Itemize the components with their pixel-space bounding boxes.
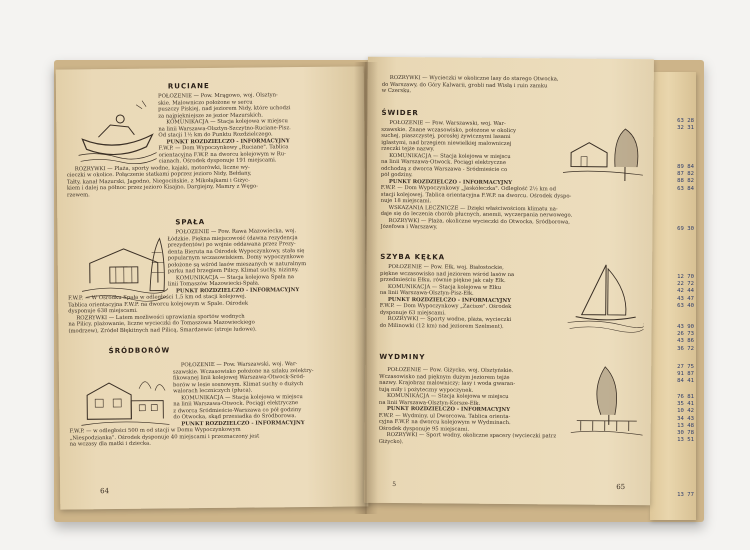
- text-line: ROZRYWKI — Plaża, sporty wodne, kajaki, motorówki, liczne wy-: [74, 164, 250, 172]
- section-heading: ŚWIDER: [381, 108, 419, 118]
- text-line: PUNKT ROZDZIELCZO - INFORMACYJNY: [175, 286, 300, 294]
- top-continuation: [382, 75, 644, 97]
- text-line: PUNKT ROZDZIELCZO - INFORMACYJNY: [387, 296, 512, 304]
- text-line: ROZRYWKI — Latem możliwości uprawiania sportów wodnych: [76, 313, 245, 321]
- text-line: KOMUNIKACJA — Stacja kolejowa Spała na: [175, 273, 295, 281]
- text-line: rzeczki tejże nazwy.: [381, 145, 435, 153]
- text-line: na linii Warszawa-Olsztyn-Szczytno-Ruciane-Pisz.: [158, 124, 291, 133]
- open-book: [58, 58, 698, 516]
- text-line: dysponuje 63 miejscami.: [379, 309, 446, 316]
- book-gutter: [354, 62, 378, 514]
- text-line: POŁOŻENIE — Pow. Mrągowo, woj. Olsztyn-: [157, 92, 278, 100]
- stack-numbers: 76 81 35 41 10 42 34 43 13 48 30 78 13 51: [677, 394, 694, 444]
- text-line: ROZRYWKI — Wycieczki w okoliczne lasy do starego Otwocka,: [389, 74, 559, 83]
- text-line: tują miły i pożyteczny wypoczynek.: [379, 386, 474, 394]
- text-line: pół godziny.: [380, 171, 413, 179]
- text-line: odchodzą z dworca Warszawa - Śródmieście co: [380, 165, 508, 173]
- text-line: Józefowa i Warszawy.: [380, 223, 438, 231]
- text-line: Ośrodek dysponuje 95 miejscami.: [378, 425, 470, 433]
- text-line: F.W.P. — w odległości 500 m od stacji w Domu Wypoczynkowym: [69, 426, 241, 435]
- text-line: KOMUNIKACJA — Stacja kolejowa w miejscu: [181, 393, 303, 401]
- text-line: rzewem.: [66, 191, 90, 199]
- text-line: na linii Warszawa-Otwock. Pociągi elektryczne: [173, 400, 299, 408]
- text-line: KOMUNIKACJA — Stacja kolejowa w miejscu: [386, 392, 509, 401]
- text-line: ROZRYWKI — Sporty wodne, plaża, wycieczki: [387, 315, 512, 324]
- footer-mark: 5: [392, 480, 397, 489]
- text-line: prezydentów) po wojnie oddawana przez Prezy-: [167, 241, 296, 249]
- text-line: z dworca Śródmieście-Warszawa co pół godziny: [173, 406, 302, 414]
- text-line: na wczasy dla matki i dziecka.: [69, 440, 151, 448]
- text-line: borów w lesie sosnowym. Klimat suchy o dużych: [172, 380, 304, 388]
- section-heading: SZYBA KĘŁKA: [380, 252, 446, 262]
- text-line: do Milinowki (12 km) nad jeziorem Szelment).: [379, 322, 504, 330]
- text-line: piękne wczasowisko nad jeziorem wśród lasów na: [380, 270, 515, 278]
- text-line: Giżycko).: [378, 438, 404, 445]
- section-heading: RUCIANE: [167, 82, 210, 91]
- text-line: dysponuje 638 miejscami.: [68, 307, 138, 315]
- text-line: skie. Malowniczo położone w sercu: [158, 99, 253, 107]
- text-line: KOMUNIKACJA — Stacja kolejowa w miejscu: [389, 152, 511, 160]
- text-line: (modrzew), Źródeł Błękitnych nad Pilicą, Smardzewic (stroje ludowe).: [68, 326, 257, 335]
- text-line: nuje 18 miejscami.: [380, 197, 432, 205]
- text-line: WSKAZANIA LECZNICZE — Dzięki właściwościom klimatu na-: [388, 204, 558, 212]
- text-line: suchej, piaszczystej, porosłej żywicznymi lasami: [381, 132, 511, 141]
- text-line: iglastymi, nad brzegiem niewielkiej malowniczej: [381, 139, 512, 147]
- page-number: 64: [100, 487, 110, 496]
- section-heading: WYDMINY: [379, 352, 426, 362]
- text-line: POŁOŻENIE — Pow. Rawa Mazowiecka, woj.: [175, 228, 297, 236]
- text-line: POŁOŻENIE — Pow. Warszawski, woj. War-: [180, 361, 298, 369]
- text-line: na linii Warszawa-Otwock. Pociągi elektryczne: [381, 158, 507, 166]
- text-line: za najpiękniejsze ze jezior Mazurskich.: [158, 111, 263, 120]
- text-line: stacji kolejowej. Tablica orientacyjna F.W.P. na dworcu. Ośrodek dyspo-: [380, 191, 572, 200]
- stack-numbers: 63 28 32 31: [677, 118, 694, 132]
- manor-house-sketch-icon: [79, 232, 168, 305]
- page-number: 65: [616, 482, 626, 492]
- text-line: F.W.P. — Dom Wypoczynkowy „Zacisze". Ośrodek: [379, 302, 512, 311]
- text-line: cieczki w okolice. Połączenie statkami poprzez jezioro Nidy, Bełdany,: [66, 170, 252, 179]
- text-line: POŁOŻENIE — Pow. Warszawski, woj. War-: [389, 119, 506, 127]
- text-line: do Warszawy, do Góry Kalwarii, grobli nad Wisłą i ruin zamku: [381, 81, 548, 89]
- text-line: cianach. Ośrodek dysponuje 191 miejscami.: [158, 157, 277, 165]
- stack-numbers: 13 77: [677, 492, 694, 498]
- text-line: kiem i dalej na północ przez jezioro Kisajno, Dargiejny, Mamry z Węgo-: [66, 183, 259, 192]
- pier-tree-sketch-icon: [571, 359, 644, 440]
- cottage-tree-sketch-icon: [563, 120, 644, 187]
- text-line: PUNKT ROZDZIELCZO - INFORMACYJNY: [388, 178, 513, 186]
- text-line: w Czersku.: [381, 87, 412, 95]
- text-line: szawskie. Znane wczasowisko, położone w okolicy: [381, 126, 517, 134]
- text-line: F.W.P. — Wydminy, ul Dworcowa. Tablica orienta-: [378, 412, 511, 420]
- text-line: F.W.P. — Dom Wypoczynkowy „Jaskółeczka". Odległość 2½ km od: [380, 184, 557, 193]
- text-line: PUNKT ROZDZIELCZO - INFORMACYJNY: [166, 137, 290, 145]
- stack-numbers: 27 75 91 87 84 41: [677, 364, 694, 385]
- stack-numbers: 69 30: [677, 226, 694, 232]
- right-page: [364, 57, 654, 505]
- text-line: Tałty, kanał Mazurski, Jagodno, Niegocińskie, z Mikołajkami i Giżyc-: [66, 177, 250, 186]
- text-line: linii Tomaszów Mazowiecki-Spała.: [167, 280, 260, 288]
- text-line: F.W.P. — Dom Wypoczynkowy „Ruciane". Tablica: [158, 144, 289, 152]
- stack-numbers: 12 70 22 72 42 44 43 47 63 40: [677, 274, 694, 309]
- text-line: PUNKT ROZDZIELCZO - INFORMACYJNY: [181, 419, 305, 427]
- motorboat-sketch-icon: [76, 95, 159, 166]
- text-line: ROZRYWKI — Sport wodny, okoliczne spacery (wycieczki patrz: [386, 431, 557, 440]
- page-edge-stack: [650, 72, 696, 520]
- text-line: parku nad brzegiem Pilicy. Klimat suchy, nizinny.: [167, 267, 299, 275]
- text-line: POŁOŻENIE — Pow. Ełk, woj. Białostockie,: [388, 263, 504, 271]
- text-line: Łódzkie. Piękna miejscowość (dawna rezydencja: [167, 234, 298, 242]
- text-line: na linii Warszawa-Olsztyn-Korsze-Ełk.: [378, 399, 481, 407]
- text-line: Wczasowisko nad pięknym dużym jeziorem tejże: [379, 373, 510, 381]
- sailboat-sketch-icon: [566, 258, 645, 333]
- text-line: KOMUNIKACJA — Stacja kolejowa w Ełku: [387, 283, 502, 291]
- left-page: [56, 66, 369, 509]
- text-line: Tablica orientacyjna F.W.P. na dworcu kolejowym w Spale. Ośrodek: [68, 300, 249, 309]
- text-line: POŁOŻENIE — Pow. Giżycko, woj. Olsztyńskie.: [387, 366, 514, 375]
- text-line: przedmieściu Ełku, równie piękne jak cały Ełk.: [379, 276, 506, 284]
- stack-numbers: 89 84 87 82 88 82 63 84: [677, 164, 694, 192]
- text-line: orientacyjna F.W.P. na dworcu kolejowym w Ru-: [158, 150, 286, 159]
- text-line: na linii Warszawa-Olsztyn-Pisz-Ełk.: [379, 289, 474, 297]
- text-line: F.W.P. — W Ośrodku Spała w odległości 1,5 km od stacji kolejowej.: [68, 293, 247, 302]
- stack-numbers: 43 90 26 73 43 86 36 72: [677, 324, 694, 352]
- text-line: daje się do leczenia chorób płucnych, anemii, wyczerpania nerwowego.: [380, 210, 573, 219]
- text-line: ROZRYWKI — Plaża, okoliczne wycieczki do Otwocka, Śródborowa,: [388, 217, 570, 226]
- text-line: popularnym wczasowiskiem. Domy wypoczynkowe: [167, 254, 304, 262]
- text-line: Od stacji 1½ km do Punktu Rozdzielczego.: [158, 131, 273, 139]
- text-line: na Pilicy, plażowanie, liczne wycieczki do Tomaszowa Mazowieckiego: [68, 319, 255, 328]
- text-line: położone są wśród lasów mieszanych w naturalnym: [167, 260, 307, 268]
- text-line: nazwy. Krajobraz malowniczy; lasy i woda gwaran-: [379, 379, 516, 388]
- text-line: puszczy Piskiej, nad jeziorem Nidy, które uchodzi: [158, 105, 291, 113]
- text-line: denta Bieruta na Ośrodek Wypoczynkowy, stała się: [167, 247, 305, 255]
- text-line: cyjna F.W.P. na dworcu kolejowym w Wydminach.: [378, 418, 511, 427]
- text-line: fikowanej linii kolejowej Warszawa-Otwock-Śród-: [172, 374, 305, 382]
- text-line: KOMUNIKACJA — Stacja kolejowa w miejscu: [166, 118, 288, 126]
- text-line: szawskie. Wczasowisko położone na szlaku zelektry-: [172, 367, 314, 375]
- section-heading: ŚRÓDBORÓW: [108, 346, 171, 356]
- text-line: do Otwocka, skąd przesiadka do Śródborowa.: [173, 413, 297, 421]
- villa-sketch-icon: [79, 368, 172, 435]
- text-line: walorach leczniczych (płuca).: [173, 387, 253, 395]
- text-line: „Niespodzianka". Ośrodek dysponuje 40 miejscami i przeznaczony jest: [69, 433, 260, 441]
- text-line: PUNKT ROZDZIELCZO - INFORMACYJNY: [386, 405, 511, 414]
- section-heading: SPAŁA: [175, 218, 206, 227]
